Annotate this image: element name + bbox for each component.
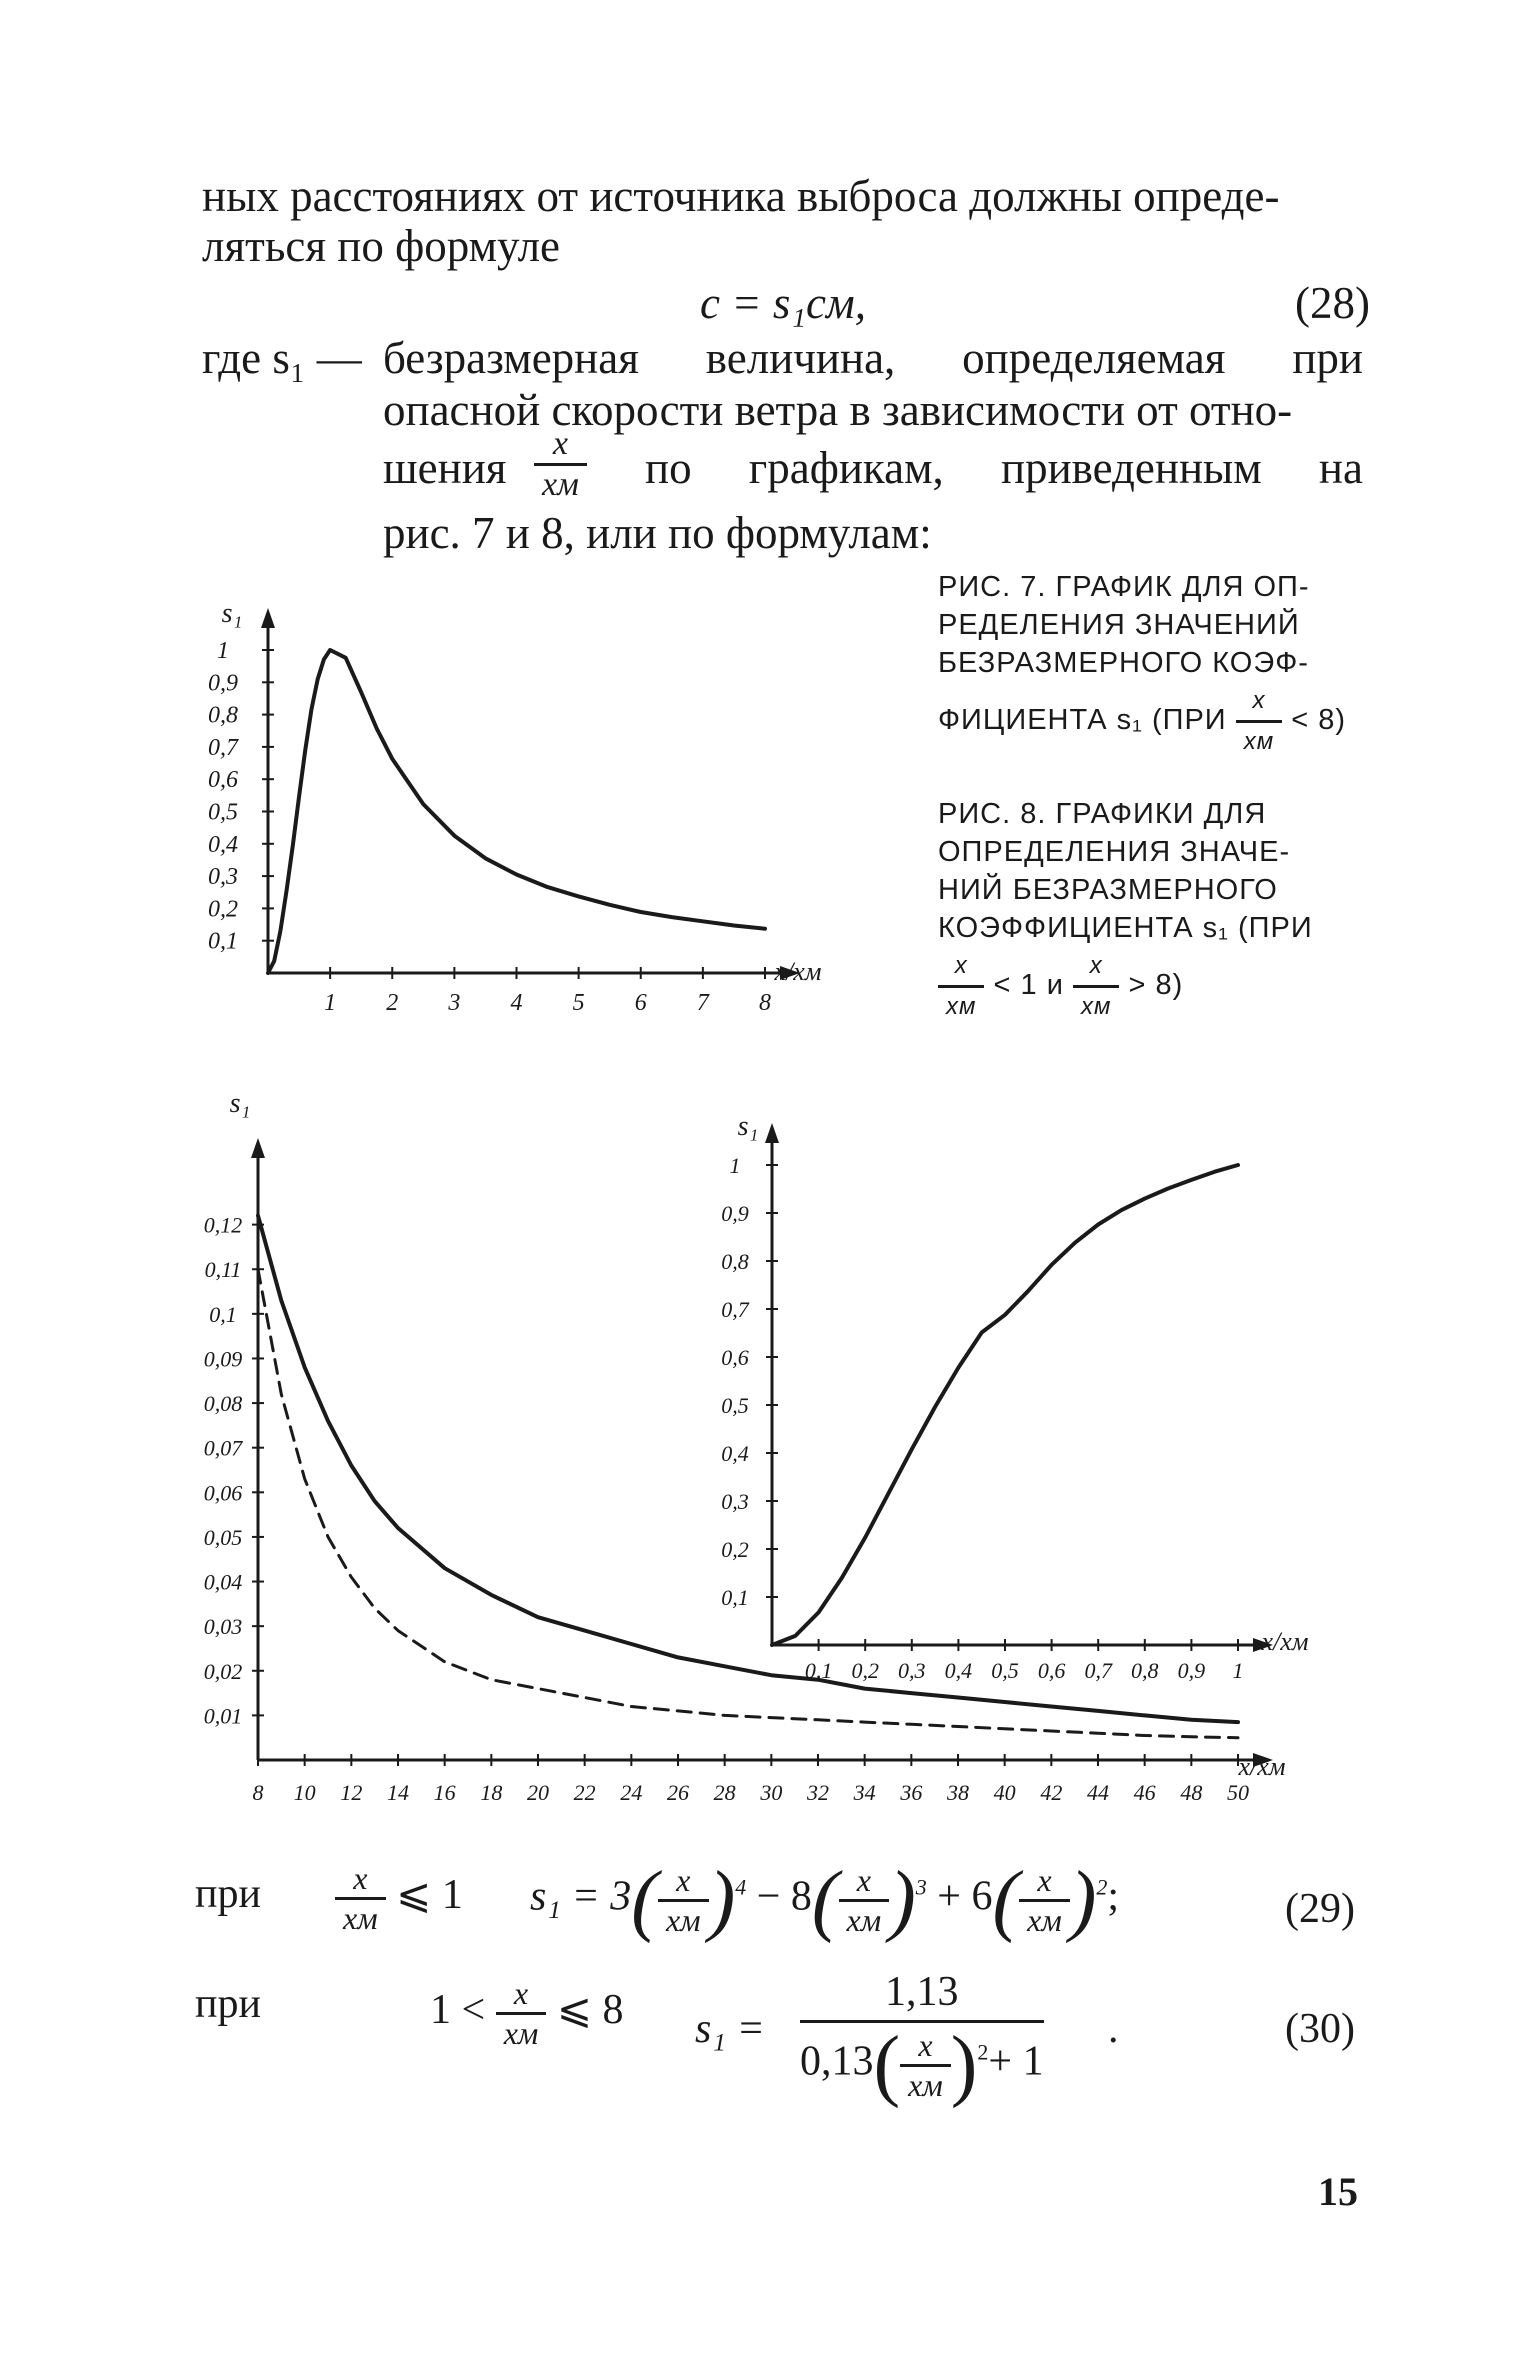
fig8-inset-y-tick-label: 0,9 (721, 1201, 749, 1226)
fig8-main-x-tick-label: 40 (993, 1780, 1016, 1805)
fig8-main-x-tick-label: 24 (620, 1780, 643, 1805)
formula-28-number: (28) (1295, 278, 1370, 328)
fig8-inset-y-tick-label: 0,1 (721, 1585, 749, 1610)
fig8-inset-y-tick-label: 0,8 (721, 1249, 749, 1274)
where-label: где s₁ — (202, 333, 362, 383)
figure-8-caption-line: КОЭФФИЦИЕНТА s₁ (ПРИ (938, 912, 1313, 944)
fig7-x-tick-label: 7 (696, 990, 709, 1016)
where-line-3-start: шения (383, 443, 507, 493)
fig8-inset-x-tick-label: 0,2 (851, 1658, 879, 1683)
fig7-y-tick-label: 0,3 (208, 864, 238, 891)
fig7-y-tick-label: 0,6 (208, 767, 238, 794)
figure-8-caption-line: НИЙ БЕЗРАЗМЕРНОГО (938, 874, 1278, 906)
fig8-inset-x-tick-label: 0,3 (898, 1658, 926, 1683)
formula-29-expression: s₁ = 3( $\frac{x}{xм}$ )$^4$ − 8( $\frac{x}{xм}$ )$^3$ + 6( $\frac{x}{xм}$ )$^2$; (530, 1856, 1120, 1944)
page-number: 15 (1318, 2169, 1358, 2214)
formula-30-fraction: 1,13 0,13( $\frac{x}{xм}$ )$^2$+ 1 (800, 1969, 1044, 2109)
fig8-main-x-tick-label: 28 (713, 1780, 736, 1805)
fig8-main-y-tick-label: 0,05 (203, 1524, 243, 1550)
fig8-main-y-tick-label: 0,11 (204, 1257, 242, 1283)
fig8-main-x-tick-label: 26 (667, 1780, 689, 1805)
fig8-inset-x-tick-label: 0,1 (804, 1658, 833, 1683)
fig7-x-tick-label: 8 (759, 990, 771, 1016)
fig8-main-x-tick-label: 8 (252, 1780, 264, 1805)
formula-30-lhs: s₁ = (695, 2006, 765, 2052)
fig8-main-y-axis-title: s₁ (229, 1088, 251, 1119)
fig8-inset-x-tick-label: 0,5 (991, 1658, 1019, 1683)
paragraph-line-2: ляться по формуле (202, 221, 561, 271)
fig7-x-tick-label: 4 (510, 990, 523, 1016)
fig7-x-tick-label: 6 (634, 990, 647, 1016)
fig8-main-x-tick-label: 14 (387, 1780, 409, 1805)
fig8-inset-x-tick-label: 0,8 (1131, 1658, 1159, 1683)
formula-30-condition: 1 < $\frac{x}{xм}$ ⩽ 8 (430, 1975, 624, 2051)
fig8-main-x-tick-label: 48 (1180, 1780, 1203, 1805)
fig8-main-x-tick-label: 20 (527, 1780, 549, 1805)
fig8-main-x-tick-label: 36 (900, 1780, 923, 1805)
fig8-main-x-tick-label: 32 (807, 1780, 829, 1805)
fig8-main-x-tick-label: 10 (293, 1780, 316, 1805)
fig8-main-y-tick-label: 0,1 (209, 1301, 237, 1327)
fig8-inset-y-tick-label: 0,5 (721, 1393, 749, 1418)
fig8-inset-y-tick-label: 0,3 (721, 1489, 749, 1514)
fig7-y-axis-title: s₁ (221, 598, 243, 629)
where-line-3-end: по графикам, приведенным на (645, 443, 1363, 493)
fig8-main-x-axis-title: x/xм (1238, 1752, 1286, 1781)
fig8-main-x-tick-label: 50 (1227, 1780, 1249, 1805)
fig7-y-tick-label: 0,8 (208, 702, 238, 729)
fig8-main-y-tick-label: 0,12 (203, 1212, 243, 1238)
fig8-main-y-tick-label: 0,06 (203, 1480, 243, 1506)
fig7-series-solid-line (268, 650, 765, 973)
fig7-x-tick-label: 2 (386, 990, 399, 1016)
fig8-inset-x-tick-label: 0,4 (944, 1658, 973, 1683)
fig8-main-y-tick-label: 0,02 (203, 1658, 243, 1684)
fig8-main-x-tick-label: 16 (433, 1780, 456, 1805)
fig8-inset-x-axis-title: x/xм (1261, 1627, 1309, 1656)
fig8-main-y-tick-label: 0,04 (203, 1569, 243, 1595)
fig8-main-x-tick-label: 18 (480, 1780, 503, 1805)
fig8-inset-x-tick-label: 0,9 (1177, 1658, 1206, 1683)
fig8-inset-x-tick-label: 1 (1232, 1658, 1244, 1683)
figure-7-caption-line: РЕДЕЛЕНИЯ ЗНАЧЕНИЙ (938, 609, 1300, 641)
fig8-main-x-tick-label: 42 (1040, 1780, 1063, 1805)
formula-29-condition: $\frac{x}{xм}$ ⩽ 1 (335, 1860, 463, 1937)
fig8-inset-y-arrow (765, 1123, 779, 1143)
fig8-inset-y-tick-label: 0,7 (721, 1297, 749, 1322)
fig8-main-x-tick-label: 38 (947, 1780, 969, 1805)
formula-29-number: (29) (1285, 1886, 1355, 1932)
fig8-inset-y-tick-label: 1 (729, 1153, 741, 1178)
fig8-main-x-tick-label: 46 (1133, 1780, 1156, 1805)
figure-8-caption-line: ОПРЕДЕЛЕНИЯ ЗНАЧЕ- (938, 836, 1291, 868)
fig8-main-y-arrow (251, 1138, 265, 1158)
where-line-1: безразмерная величина, определяемая при (383, 333, 1363, 383)
formula-30-condition-word: при (195, 1981, 261, 2027)
figure-8-caption: РИС. 8. ГРАФИКИ ДЛЯ ОПРЕДЕЛЕНИЯ ЗНАЧЕ- НИЙ БЕЗРАЗМЕРНОГО КОЭФФИЦИЕНТА s₁ (ПРИ $\frac{x}{xм}$ < 1 и $\frac{x}{xм}$ > 8) (938, 795, 1363, 1026)
fig7-x-tick-label: 1 (324, 990, 337, 1016)
fig8-inset-y-tick-label: 0,6 (721, 1345, 749, 1370)
fig7-y-tick-label: 0,1 (208, 928, 238, 955)
fig8-main-x-tick-label: 34 (853, 1780, 876, 1805)
fig7-y-tick-label: 0,9 (208, 670, 238, 697)
fig7-y-tick-label: 1 (217, 638, 229, 664)
fig8-inset-x-tick-label: 0,6 (1037, 1658, 1066, 1683)
figure-7-caption: РИС. 7. ГРАФИК ДЛЯ ОП- РЕДЕЛЕНИЯ ЗНАЧЕНИЙ БЕЗРАЗМЕРНОГО КОЭФ- ФИЦИЕНТА s₁ (ПРИ $\frac{x}{xм}$ < 8) (938, 568, 1363, 761)
fig8-main-y-tick-label: 0,07 (203, 1435, 243, 1461)
paragraph-line-1: ных расстояниях от источника выброса должны опреде- (202, 171, 1280, 221)
formula-30-number: (30) (1285, 2006, 1355, 2052)
fig8-main-x-tick-label: 30 (760, 1780, 783, 1805)
fig8-main-y-tick-label: 0,03 (203, 1614, 243, 1640)
fig8-main-x-tick-label: 44 (1087, 1780, 1109, 1805)
fig7-y-arrow (261, 608, 275, 628)
fig7-x-tick-label: 3 (448, 990, 461, 1016)
formula-30-end: . (1108, 2006, 1119, 2052)
fig8-inset-y-axis-title: s₁ (737, 1111, 759, 1142)
fig8-inset-y-tick-label: 0,2 (721, 1537, 749, 1562)
figure-7-caption-line: БЕЗРАЗМЕРНОГО КОЭФ- (938, 647, 1309, 679)
where-fraction: $\frac{x}{xм}$ (534, 425, 587, 504)
fig8-main-y-tick-label: 0,09 (203, 1346, 243, 1372)
formula-29-condition-word: при (195, 1871, 261, 1917)
fig8-main-y-tick-label: 0,08 (203, 1391, 243, 1417)
fig8-inset-series-solid-line (772, 1165, 1238, 1645)
where-line-2: опасной скорости ветра в зависимости от отно- (383, 385, 1293, 435)
fig8-main-x-tick-label: 22 (573, 1780, 596, 1805)
figure-7-caption-line: РИС. 7. ГРАФИК ДЛЯ ОП- (938, 571, 1310, 603)
fig7-y-tick-label: 0,7 (208, 734, 238, 761)
fig7-x-tick-label: 5 (572, 990, 585, 1016)
fig7-y-tick-label: 0,5 (208, 799, 238, 826)
fig7-y-tick-label: 0,4 (208, 831, 238, 858)
fig8-inset-x-tick-label: 0,7 (1084, 1658, 1112, 1683)
fig8-main-y-tick-label: 0,01 (203, 1703, 243, 1729)
where-line-4: рис. 7 и 8, или по формулам: (383, 508, 932, 558)
fig7-y-tick-label: 0,2 (208, 896, 238, 923)
figure-7-caption-line: ФИЦИЕНТА s₁ (ПРИ (938, 704, 1227, 737)
fig8-inset-y-tick-label: 0,4 (721, 1441, 749, 1466)
figure-8-caption-line: РИС. 8. ГРАФИКИ ДЛЯ (938, 798, 1267, 830)
fig8-main-x-tick-label: 12 (340, 1780, 363, 1805)
formula-28: c = s₁cм, (700, 278, 866, 328)
fig7-x-axis-title: x/xм (774, 957, 822, 986)
